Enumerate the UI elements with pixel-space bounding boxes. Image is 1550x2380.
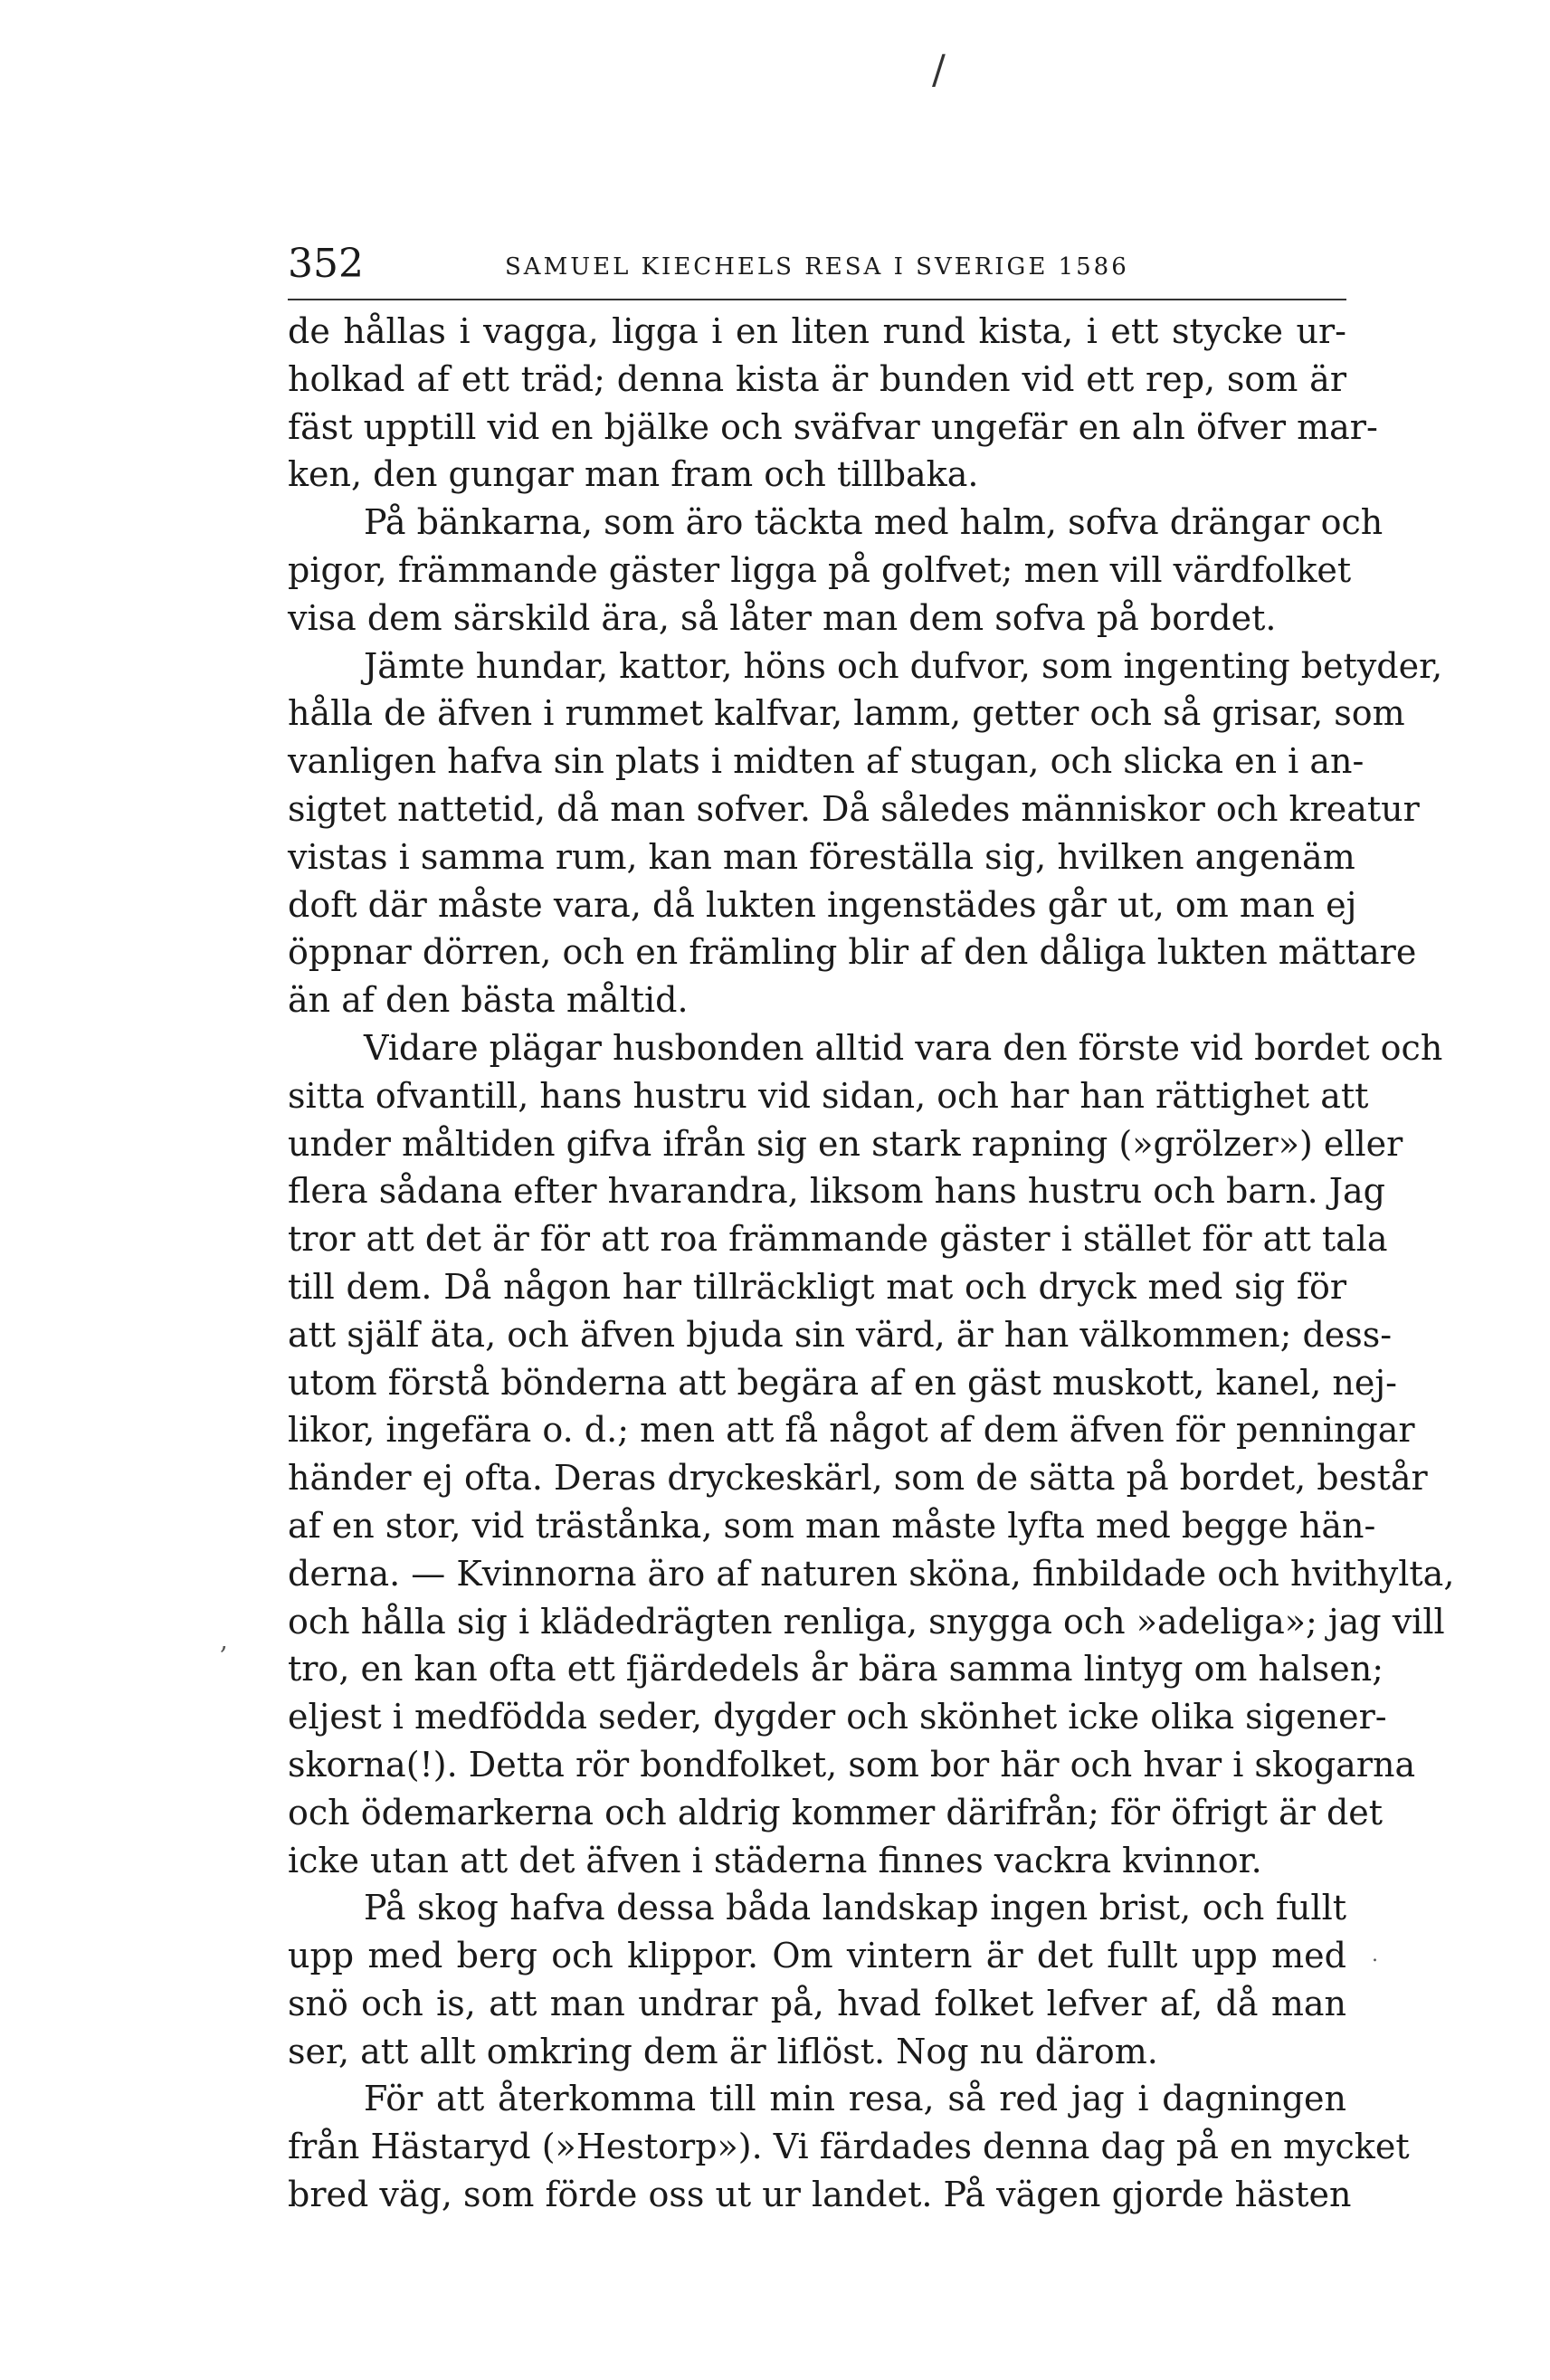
text-line: sigtet nattetid, då man sofver. Då således människor och kreatur [288, 788, 1420, 829]
text-line: För att återkomma till min resa, så red jag i dagningen [364, 2079, 1346, 2119]
text-line: vistas i samma rum, kan man föreställa sig, hvilken angenäm [288, 836, 1355, 877]
page-number: 352 [288, 241, 364, 287]
body-text [288, 308, 1455, 2219]
text-line: Vidare plägar husbonden alltid vara den förste vid bordet och [364, 1027, 1443, 1068]
left-margin-mark: , [220, 1625, 228, 1655]
text-line: öppnar dörren, och en främling blir af den dåliga lukten mättare [288, 932, 1417, 973]
top-margin-mark: / [932, 47, 946, 93]
text-line: händer ej ofta. Deras dryckeskärl, som de sätta på bordet, består [288, 1458, 1428, 1499]
text-line: hålla de äfven i rummet kalfvar, lamm, getter och så grisar, som [288, 693, 1405, 734]
text-line: från Hästaryd (»Hestorp»). Vi färdades denna dag på en mycket [288, 2127, 1410, 2167]
text-line: Jämte hundar, kattor, höns och dufvor, som ingenting betyder, [364, 645, 1443, 686]
text-line: På bänkarna, som äro täckta med halm, sofva drängar och [364, 502, 1384, 543]
text-line: eljest i medfödda seder, dygder och skönhet icke olika sigener- [288, 1697, 1387, 1737]
text-line: de hållas i vagga, ligga i en liten rund kista, i ett stycke ur- [288, 311, 1346, 351]
page-header [288, 237, 1346, 300]
right-margin-mark: . [1372, 1944, 1378, 1966]
text-line: och ödemarkerna och aldrig kommer därifrån; för öfrigt är det [288, 1792, 1384, 1833]
text-line: bred väg, som förde oss ut ur landet. På vägen gjorde hästen [288, 2175, 1352, 2215]
text-line: än af den bästa måltid. [288, 980, 689, 1021]
text-line: af en stor, vid trästånka, som man måste lyfta med begge hän- [288, 1505, 1376, 1546]
running-head: SAMUEL KIECHELS RESA I SVERIGE 1586 [505, 253, 1129, 281]
text-line: holkad af ett träd; denna kista är bunden vid ett rep, som är [288, 358, 1346, 399]
text-line: flera sådana efter hvarandra, liksom hans hustru och barn. Jag [288, 1171, 1385, 1212]
text-line: skorna(!). Detta rör bondfolket, som bor här och hvar i skogarna [288, 1744, 1416, 1785]
text-line: ken, den gungar man fram och tillbaka. [288, 454, 979, 495]
text-line: sitta ofvantill, hans hustru vid sidan, och har han rättighet att [288, 1075, 1369, 1116]
text-line: På skog hafva dessa båda landskap ingen brist, och fullt [364, 1888, 1346, 1928]
text-line: tror att det är för att roa främmande gäster i stället för att tala [288, 1219, 1388, 1260]
text-line: vanligen hafva sin plats i midten af stugan, och slicka en i an- [288, 741, 1365, 782]
text-line: derna. — Kvinnorna äro af naturen sköna, finbildade och hvithylta, [288, 1553, 1455, 1594]
text-line: till dem. Då någon har tillräckligt mat och dryck med sig för [288, 1266, 1346, 1307]
text-line: och hålla sig i klädedrägten renliga, snygga och »adeliga»; jag vill [288, 1601, 1445, 1642]
text-line: pigor, främmande gäster ligga på golfvet; men vill värdfolket [288, 549, 1352, 590]
text-line: likor, ingefära o. d.; men att få något af dem äfven för penningar [288, 1410, 1415, 1451]
text-line: fäst upptill vid en bjälke och sväfvar ungefär en aln öfver mar- [288, 406, 1378, 447]
text-line: under måltiden gifva ifrån sig en stark rapning (»grölzer») eller [288, 1123, 1403, 1164]
text-line: doft där måste vara, då lukten ingenstädes går ut, om man ej [288, 884, 1357, 925]
text-line: icke utan att det äfven i städerna finnes vackra kvinnor. [288, 1840, 1262, 1880]
text-line: att själf äta, och äfven bjuda sin värd, är han välkommen; dess- [288, 1314, 1393, 1355]
text-line: upp med berg och klippor. Om vintern är det fullt upp med [288, 1936, 1346, 1976]
text-line: visa dem särskild ära, så låter man dem sofva på bordet. [288, 597, 1277, 638]
text-line: snö och is, att man undrar på, hvad folket lefver af, då man [288, 1983, 1346, 2023]
text-line: tro, en kan ofta ett fjärdedels år bära samma lintyg om halsen; [288, 1649, 1384, 1690]
text-line: ser, att allt omkring dem är liflöst. Nog nu därom. [288, 2031, 1158, 2071]
text-line: utom förstå bönderna att begära af en gäst muskott, kanel, nej- [288, 1362, 1398, 1403]
